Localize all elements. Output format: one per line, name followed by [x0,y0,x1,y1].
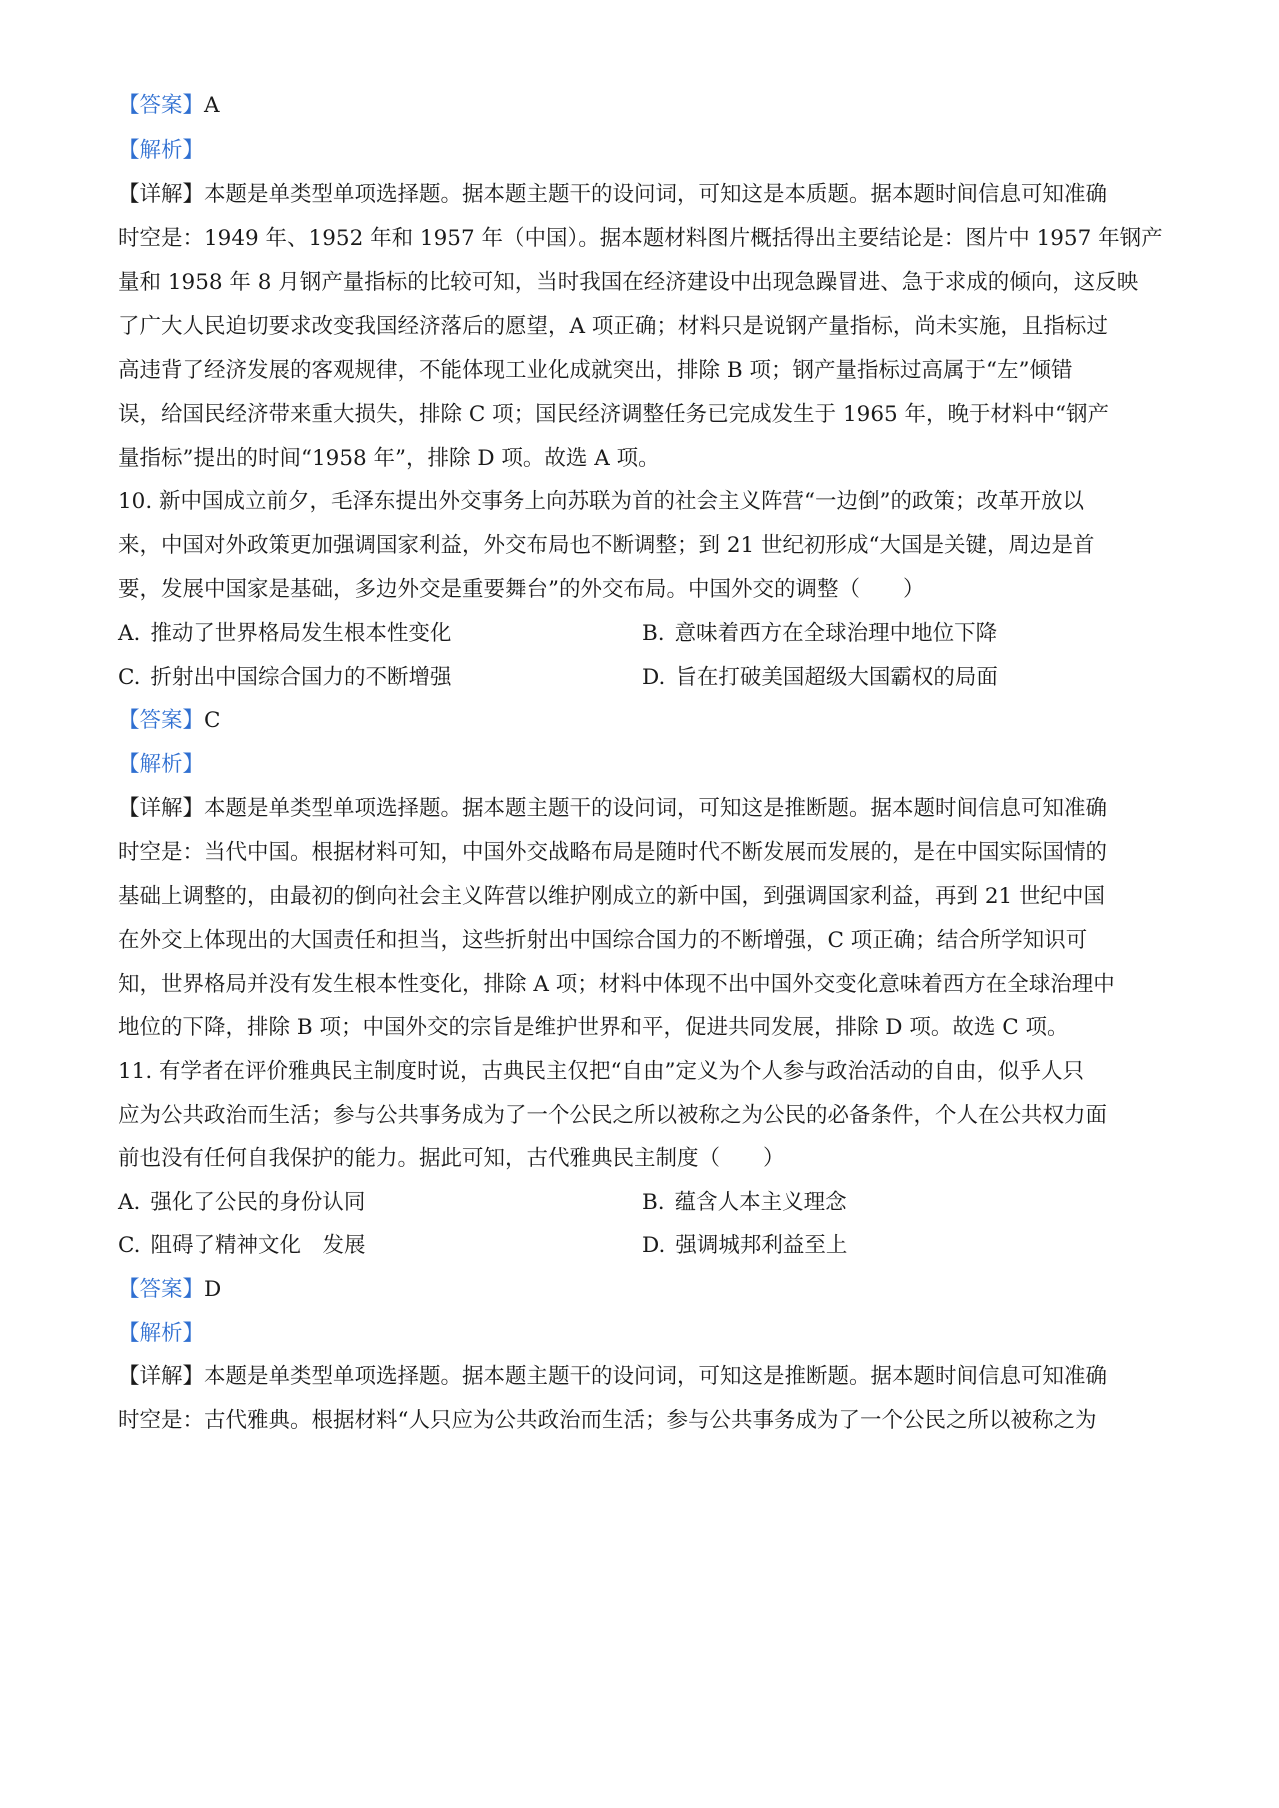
detail-line: 知，世界格局并没有发生根本性变化，排除 A 项；材料中体现不出中国外交变化意味着西方在全球治理中 [118,972,1115,997]
answer-tag: 【答案】 [118,1277,205,1302]
detail-line: 基础上调整的，由最初的倒向社会主义阵营以维护刚成立的新中国，到强调国家利益，再到 21 世纪中国 [118,884,1106,909]
analysis-tag: 【解析】 [118,1321,205,1346]
answer-value: A [204,93,220,118]
detail-line: 了广大人民迫切要求改变我国经济落后的愿望，A 项正确；材料只是说钢产量指标，尚未实施，且指标过 [118,314,1108,339]
detail-line: 量指标”提出的时间“1958 年”，排除 D 项。故选 A 项。 [118,446,660,471]
answer-line [118,1276,1178,1304]
detail-line: 【详解】本题是单类型单项选择题。据本题主题干的设问词，可知这是推断题。据本题时间信息可知准确 [118,1364,1108,1389]
option-d: D. 旨在打破美国超级大国霸权的局面 [642,665,998,690]
answer-line [118,92,1178,120]
detail-line: 高违背了经济发展的客观规律，不能体现工业化成就突出，排除 B 项；钢产量指标过高属于“左”倾错 [118,358,1073,383]
detail-line: 在外交上体现出的大国责任和担当，这些折射出中国综合国力的不断增强，C 项正确；结合所学知识可 [118,928,1088,953]
detail-line: 【详解】本题是单类型单项选择题。据本题主题干的设问词，可知这是推断题。据本题时间信息可知准确 [118,796,1108,821]
detail-line: 【详解】本题是单类型单项选择题。据本题主题干的设问词，可知这是本质题。据本题时间信息可知准确 [118,182,1108,207]
question-stem-line: 要，发展中国家是基础，多边外交是重要舞台”的外交布局。中国外交的调整（ ） [118,577,925,602]
detail-line: 误，给国民经济带来重大损失，排除 C 项；国民经济调整任务已完成发生于 1965 年，晚于材料中“钢产 [118,402,1109,427]
question-stem-line: 前也没有任何自我保护的能力。据此可知，古代雅典民主制度（ ） [118,1146,785,1171]
answer-tag: 【答案】 [118,708,205,733]
detail-line: 地位的下降，排除 B 项；中国外交的宗旨是维护世界和平，促进共同发展，排除 D 项。故选 C 项。 [118,1015,1069,1040]
question-stem-line: 来，中国对外政策更加强调国家利益，外交布局也不断调整；到 21 世纪初形成“大国是关键，周边是首 [118,533,1095,558]
option-a: A. 推动了世界格局发生根本性变化 [118,621,452,646]
detail-line: 时空是：1949 年、1952 年和 1957 年（中国）。据本题材料图片概括得出主要结论是：图片中 1957 年钢产 [118,226,1163,251]
option-b: B. 蕴含人本主义理念 [642,1190,847,1215]
option-b: B. 意味着西方在全球治理中地位下降 [642,621,998,646]
analysis-tag: 【解析】 [118,752,205,777]
option-c: C. 折射出中国综合国力的不断增强 [118,665,452,690]
detail-line: 量和 1958 年 8 月钢产量指标的比较可知，当时我国在经济建设中出现急躁冒进、急于求成的倾向，这反映 [118,270,1139,295]
option-d: D. 强调城邦利益至上 [642,1233,848,1258]
detail-line: 时空是：当代中国。根据材料可知，中国外交战略布局是随时代不断发展而发展的，是在中国实际国情的 [118,840,1108,865]
answer-tag: 【答案】 [118,93,205,118]
analysis-tag: 【解析】 [118,138,205,163]
detail-line: 时空是：古代雅典。根据材料“人只应为公共政治而生活；参与公共事务成为了一个公民之所以被称之为 [118,1408,1097,1433]
question-stem-line: 应为公共政治而生活；参与公共事务成为了一个公民之所以被称之为公民的必备条件，个人在公共权力面 [118,1103,1108,1128]
question-stem-line: 11. 有学者在评价雅典民主制度时说，古典民主仅把“自由”定义为个人参与政治活动的自由，似乎人只 [118,1059,1085,1084]
question-stem-line: 10. 新中国成立前夕，毛泽东提出外交事务上向苏联为首的社会主义阵营“一边倒”的政策；改革开放以 [118,489,1085,514]
option-a: A. 强化了公民的身份认同 [118,1190,366,1215]
option-c: C. 阻碍了精神文化 发展 [118,1233,366,1258]
answer-value: C [204,708,221,733]
answer-value: D [204,1277,222,1302]
answer-line [118,707,1178,735]
